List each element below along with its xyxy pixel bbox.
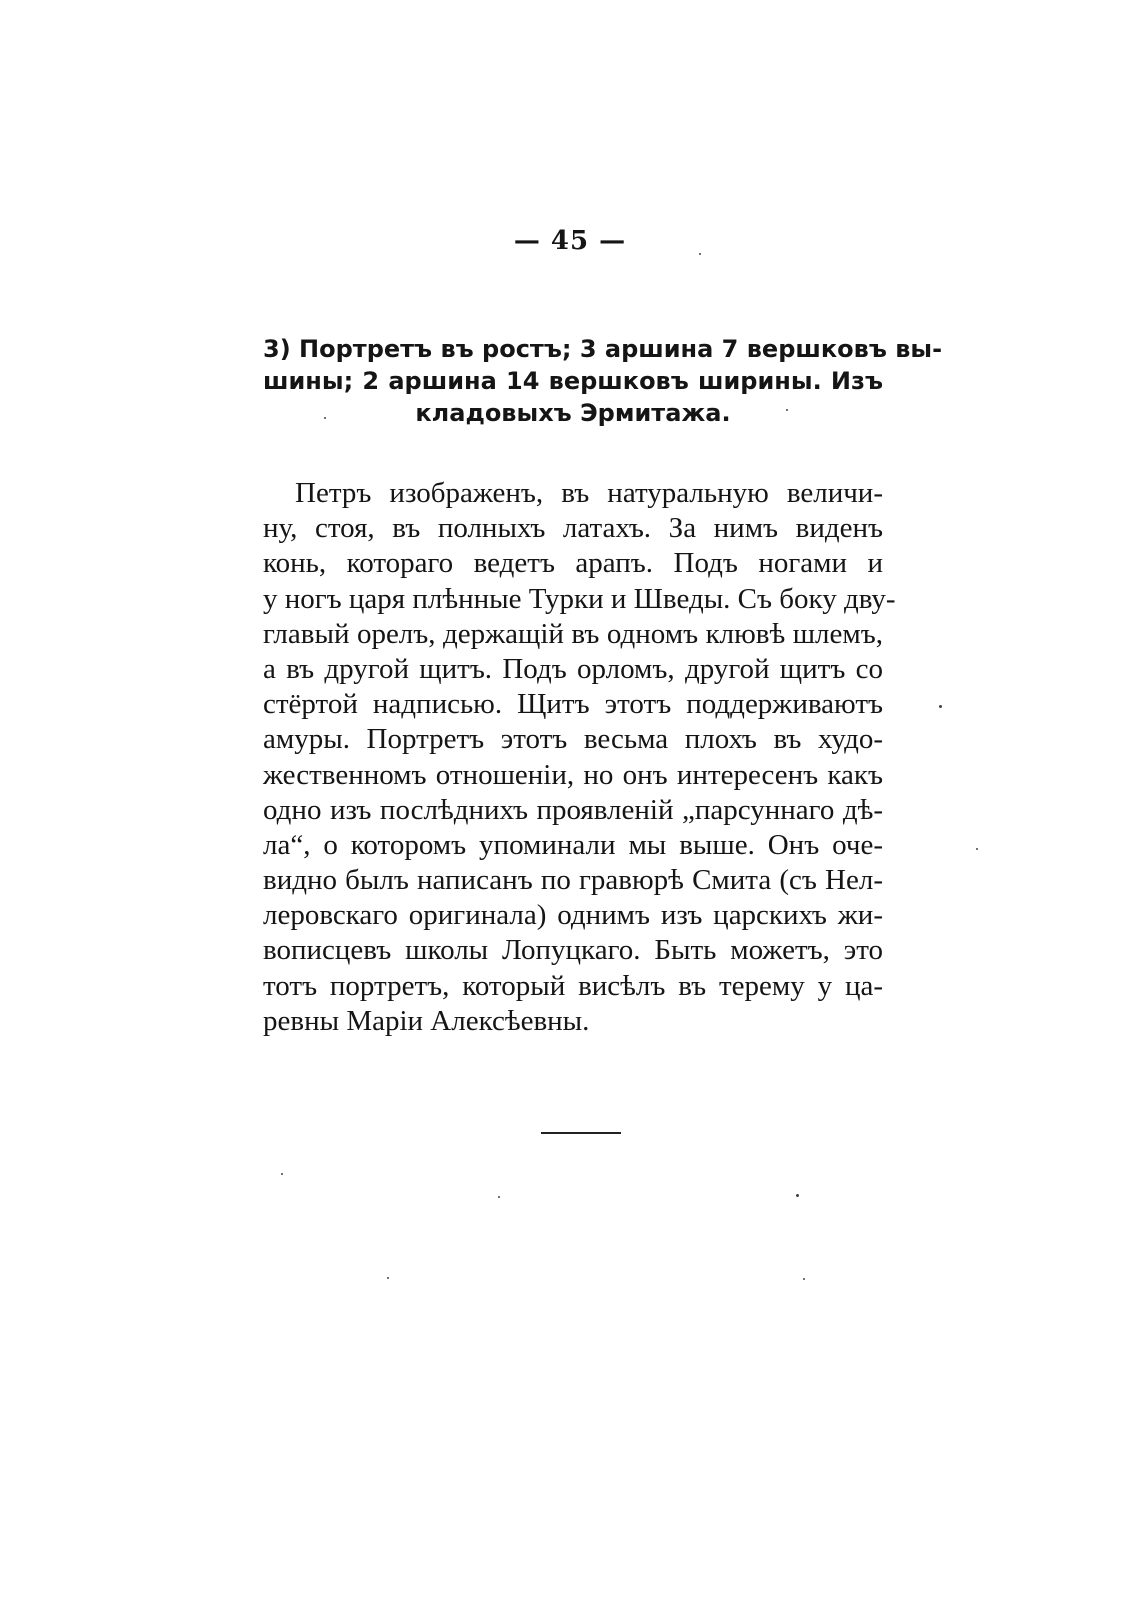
scan-speck (387, 1277, 389, 1279)
text-line: вописцевъ школы Лопуцкаго. Быть можетъ, это (263, 934, 883, 967)
text-line: ну, стоя, въ полныхъ латахъ. За нимъ виденъ (263, 512, 883, 545)
text-line: видно былъ написанъ по гравюрѣ Смита (съ Нел- (263, 864, 883, 897)
text-line: стёртой надписью. Щитъ этотъ поддерживаютъ (263, 688, 883, 721)
text-line: амуры. Портретъ этотъ весьма плохъ въ худо- (263, 723, 883, 756)
scan-speck (281, 1173, 283, 1175)
scan-speck (976, 848, 978, 850)
scan-speck (498, 1196, 500, 1198)
scan-speck (803, 1278, 805, 1280)
text-line: Петръ изображенъ, въ натуральную величи- (295, 477, 883, 509)
scan-speck (796, 1194, 799, 1197)
page-number: — 45 — (513, 226, 627, 256)
heading-line: шины; 2 аршина 14 вершковъ ширины. Изъ (263, 367, 883, 395)
section-divider (541, 1132, 621, 1134)
text-line: одно изъ послѣднихъ проявленій „парсуннаго дѣ- (263, 793, 883, 826)
heading-line: 3) Портретъ въ ростъ; 3 аршина 7 вершковъ вы- (263, 335, 943, 363)
heading-line: кладовыхъ Эрмитажа. (415, 399, 731, 427)
text-line: конь, котораго ведетъ арапъ. Подъ ногами и (263, 547, 883, 580)
text-line: ревны Маріи Алексѣевны. (263, 1004, 590, 1037)
scan-speck (324, 417, 326, 419)
scan-speck (939, 705, 942, 708)
text-line: тотъ портретъ, который висѣлъ въ терему у ца- (263, 969, 883, 1002)
body-paragraph (263, 476, 896, 1039)
text-line: леровскаго оригинала) однимъ изъ царскихъ жи- (263, 899, 883, 932)
text-line: у ногъ царя плѣнные Турки и Шведы. Съ боку дву- (263, 582, 896, 615)
text-line: а въ другой щитъ. Подъ орломъ, другой щитъ со (263, 652, 883, 685)
scan-speck (699, 253, 701, 255)
text-line: жественномъ отношеніи, но онъ интересенъ какъ (263, 758, 883, 791)
heading (263, 333, 943, 429)
text-line: ла“, о которомъ упоминали мы выше. Онъ оче- (263, 828, 883, 861)
text-line: главый орелъ, держащій въ одномъ клювѣ шлемъ, (263, 617, 883, 650)
scan-speck (786, 409, 788, 411)
